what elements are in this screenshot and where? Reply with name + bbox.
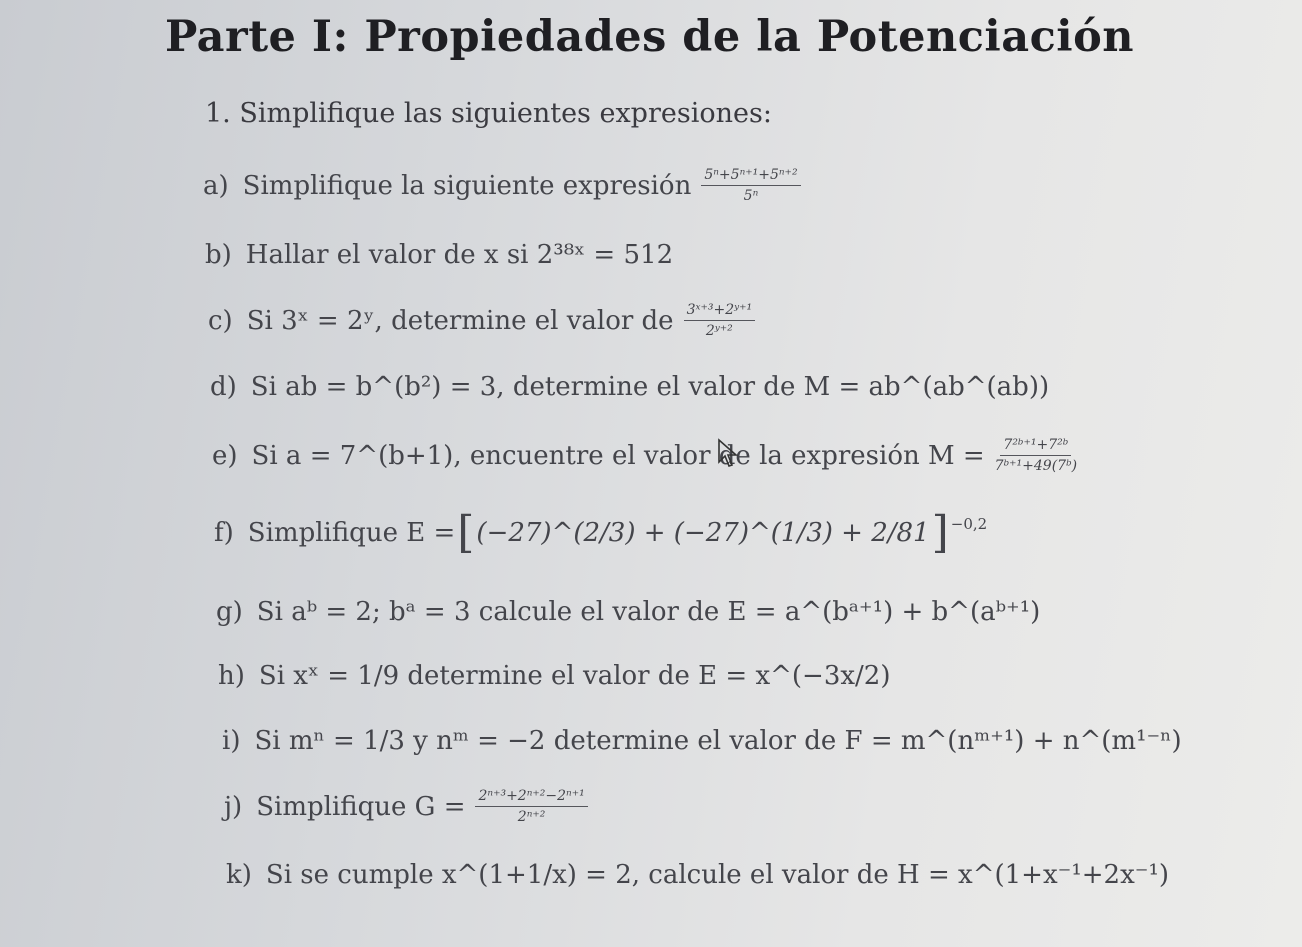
exercise-text: Si mⁿ = 1/3 y nᵐ = −2 determine el valor de F = m^(nᵐ⁺¹) + n^(m¹⁻ⁿ) <box>254 726 1182 756</box>
exercise-i <box>222 726 1182 756</box>
page-title: Parte I: Propiedades de la Potenciación <box>165 12 1135 62</box>
exercise-h <box>218 661 890 691</box>
bracket-exponent: −0,2 <box>950 515 988 533</box>
section-heading: 1. Simplifique las siguientes expresiones: <box>205 98 772 129</box>
exercise-label: g) <box>216 597 243 627</box>
fraction-numerator: 2ⁿ⁺³+2ⁿ⁺²−2ⁿ⁺¹ <box>475 789 587 807</box>
exercise-k <box>226 860 1169 890</box>
exercise-d <box>210 372 1049 402</box>
mouse-pointer-icon <box>717 438 739 468</box>
exercise-text: Simplifique G = <box>256 791 466 822</box>
fraction-numerator: 7²ᵇ⁺¹+7²ᵇ <box>1000 438 1071 456</box>
fraction <box>995 438 1077 473</box>
exercise-label: b) <box>205 240 232 270</box>
fraction <box>684 303 756 338</box>
fraction-numerator: 3ˣ⁺³+2ʸ⁺¹ <box>684 303 756 321</box>
exercise-label: e) <box>212 440 238 471</box>
exercise-f <box>214 507 988 558</box>
exercise-text: Si 3ˣ = 2ʸ, determine el valor de <box>246 305 674 336</box>
fraction <box>475 789 587 824</box>
exercise-text: Si ab = b^(b²) = 3, determine el valor de M = ab^(ab^(ab)) <box>250 372 1050 402</box>
right-bracket: ] <box>931 507 949 558</box>
exercise-text: Si se cumple x^(1+1/x) = 2, calcule el valor de H = x^(1+x⁻¹+2x⁻¹) <box>265 860 1170 890</box>
exercise-label: i) <box>222 726 241 756</box>
fraction-denominator: 2ʸ⁺² <box>705 323 733 339</box>
exercise-text: Simplifique la siguiente expresión <box>242 170 692 201</box>
fraction-denominator: 5ⁿ <box>743 188 759 204</box>
exercise-label: c) <box>208 305 233 336</box>
left-bracket: [ <box>457 507 475 558</box>
exercise-g <box>216 597 1040 627</box>
exercise-text: Hallar el valor de x si 2³⁸ˣ = 512 <box>245 240 674 270</box>
bracket-expression: (−27)^(2/3) + (−27)^(1/3) + 2/81 <box>476 517 930 548</box>
exercise-label: a) <box>203 170 229 201</box>
exercise-text: Simplifique E = <box>247 517 456 548</box>
exercise-a <box>203 168 801 203</box>
fraction-denominator: 7ᵇ⁺¹+49(7ᵇ) <box>994 458 1078 474</box>
fraction-denominator: 2ⁿ⁺² <box>517 809 546 825</box>
exercise-b <box>205 240 673 270</box>
exercise-label: d) <box>210 372 237 402</box>
exercise-label: k) <box>226 860 252 890</box>
exercise-text: Si aᵇ = 2; bᵃ = 3 calcule el valor de E = a^(bᵃ⁺¹) + b^(aᵇ⁺¹) <box>256 597 1041 627</box>
fraction-numerator: 5ⁿ+5ⁿ⁺¹+5ⁿ⁺² <box>701 168 800 186</box>
exercise-text: Si a = 7^(b+1), encuentre el valor de la expresión M = <box>251 440 985 471</box>
exercise-label: h) <box>218 661 245 691</box>
exercise-label: j) <box>224 791 243 822</box>
exercise-text: Si xˣ = 1/9 determine el valor de E = x^(−3x/2) <box>258 661 891 691</box>
exercise-label: f) <box>214 517 234 548</box>
fraction <box>701 168 800 203</box>
exercise-c <box>208 303 755 338</box>
exercise-e <box>212 438 1077 473</box>
exercise-j <box>224 789 588 824</box>
